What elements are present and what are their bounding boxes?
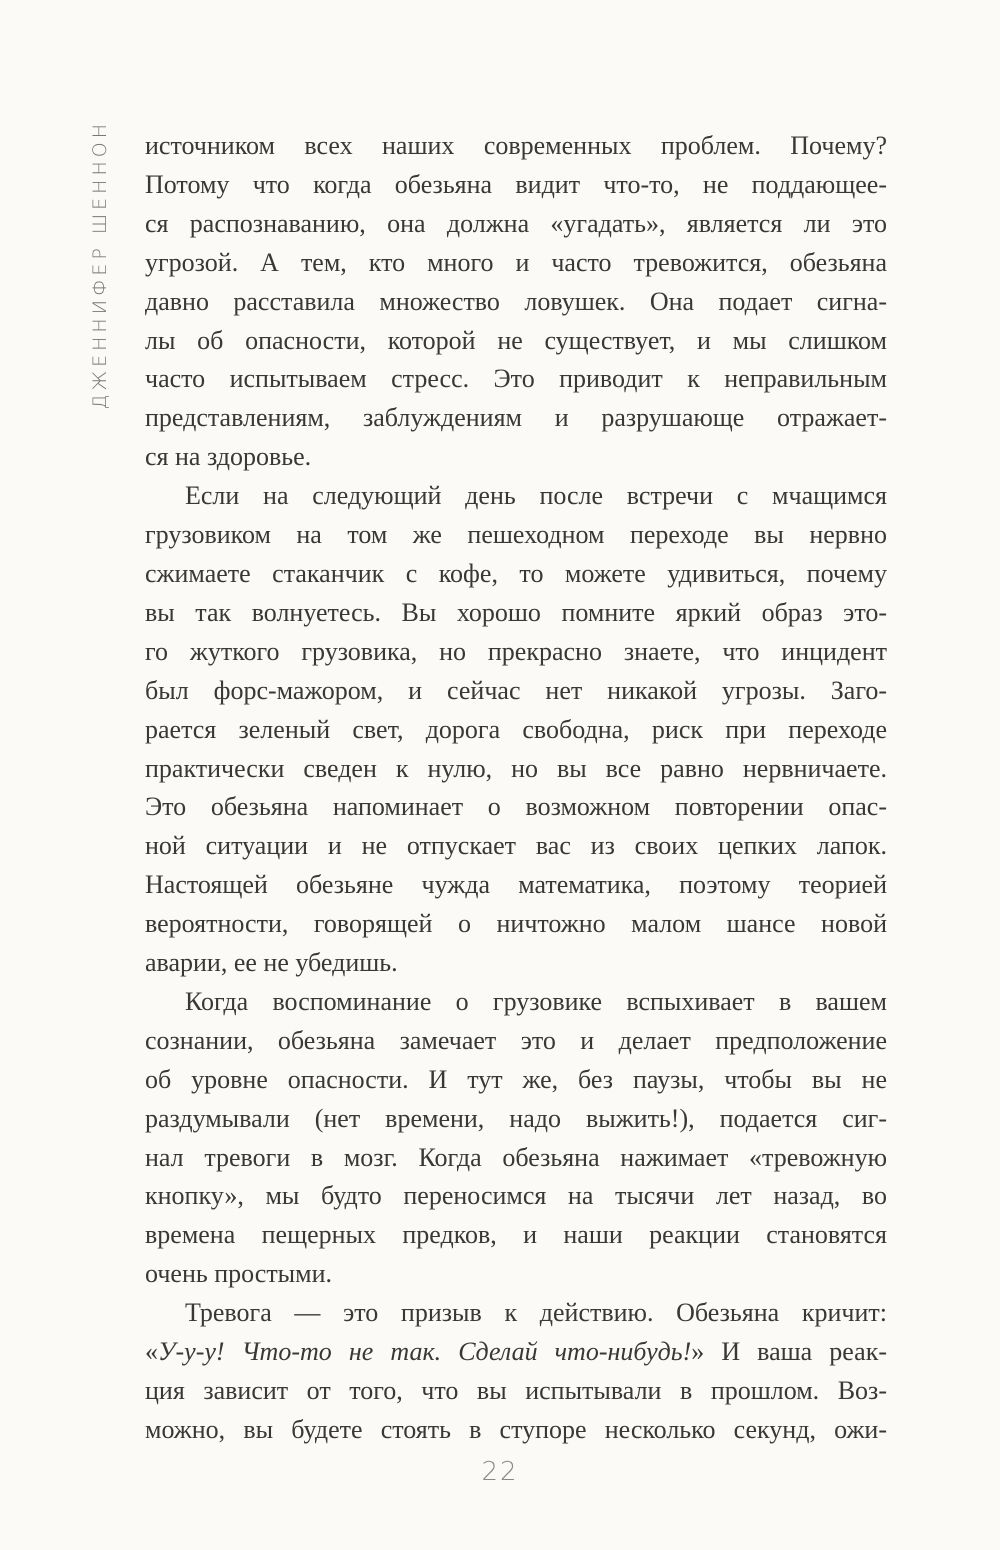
text-line: сжимаете стаканчик с кофе, то можете удивиться, почему (145, 558, 887, 588)
text-line: вероятности, говорящей о ничтожно малом шансе новой (145, 909, 887, 939)
text-line-quote (145, 1333, 887, 1372)
text-line: был форс-мажором, и сейчас нет никакой угрозы. Заго- (145, 675, 887, 705)
text-line: кнопку», мы будто переносимся на тысячи лет назад, во (145, 1181, 887, 1211)
body-text (145, 0, 887, 1450)
text-line: ной ситуации и не отпускает вас из своих цепких лапок. (145, 831, 887, 861)
text-line: Тревога — это призыв к действию. Обезьяна кричит: (185, 1298, 887, 1328)
paragraph (145, 983, 887, 1294)
paragraph (145, 477, 887, 983)
text-line: Если на следующий день после встречи с мчащимся (185, 481, 887, 511)
paragraph (145, 127, 887, 477)
text-line: го жуткого грузовика, но прекрасно знаете, что инцидент (145, 636, 887, 666)
quote-close: » И ваша реак- (691, 1337, 887, 1367)
quote-open: « (145, 1337, 158, 1367)
text-line: практически сведен к нулю, но вы все равно нервничаете. (145, 753, 887, 783)
text-line: вы так волнуетесь. Вы хорошо помните яркий образ это- (145, 597, 887, 627)
text-line: ция зависит от того, что вы испытывали в прошлом. Воз- (145, 1376, 887, 1405)
text-line: аварии, ее не убедишь. (145, 948, 398, 978)
quote-italic: У-у-у! Что-то не так. Сделай что-нибудь! (158, 1337, 692, 1367)
text-line: Когда воспоминание о грузовике вспыхивает в вашем (185, 986, 887, 1016)
text-line: грузовиком на том же пешеходном переходе вы нервно (145, 520, 887, 550)
text-line: сознании, обезьяна замечает это и делает предположение (145, 1025, 887, 1055)
text-line: угрозой. А тем, кто много и часто тревожится, обезьяна (145, 247, 887, 277)
page-number: 22 (481, 1456, 519, 1487)
text-line: нал тревоги в мозг. Когда обезьяна нажимает «тревожную (145, 1142, 887, 1172)
text-line: лы об опасности, которой не существует, и мы слишком (145, 325, 887, 355)
text-line: Настоящей обезьяне чужда математика, поэтому теорией (145, 870, 887, 900)
text-line: представлениям, заблуждениям и разрушающе отражает- (145, 403, 887, 433)
text-line: можно, вы будете стоять в ступоре несколько секунд, ожи- (145, 1414, 887, 1444)
text-line: ся на здоровье. (145, 442, 312, 472)
text-line: рается зеленый свет, дорога свободна, риск при переходе (145, 714, 887, 744)
text-line: времена пещерных предков, и наши реакции становятся (145, 1220, 887, 1250)
text-line: Это обезьяна напоминает о возможном повторении опас- (145, 792, 887, 822)
text-line: раздумывали (нет времени, надо выжить!), подается сиг- (145, 1103, 887, 1133)
text-line: очень простыми. (145, 1259, 333, 1289)
text-line: источником всех наших современных проблем. Почему? (145, 131, 887, 160)
text-line: давно расставила множество ловушек. Она подает сигна- (145, 286, 887, 316)
text-line: Потому что когда обезьяна видит что-то, не поддающее- (145, 169, 887, 199)
text-line: часто испытываем стресс. Это приводит к неправильным (145, 364, 887, 394)
running-header (84, 100, 116, 430)
paragraph (145, 1294, 887, 1450)
author-name: ДЖЕННИФЕР ШЕННОН (89, 120, 111, 410)
text-line: ся распознаванию, она должна «угадать», является ли это (145, 208, 887, 238)
text-line: об уровне опасности. И тут же, без паузы, чтобы вы не (145, 1064, 887, 1094)
